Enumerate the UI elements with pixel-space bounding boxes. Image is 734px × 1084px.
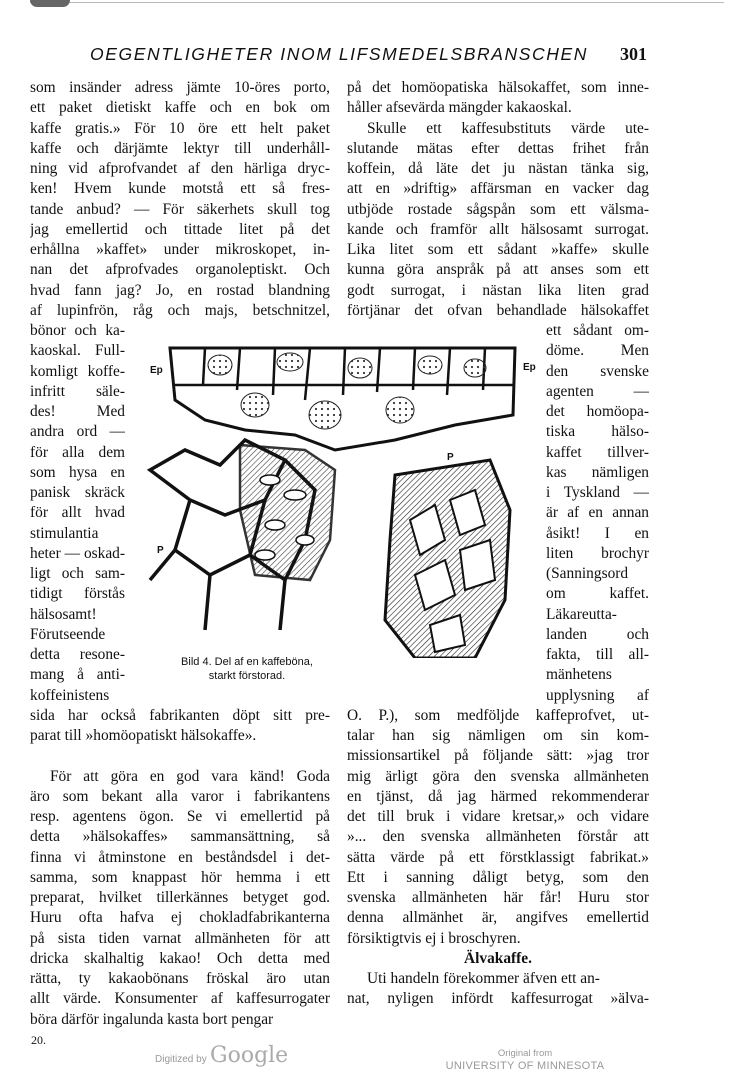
top-rule bbox=[30, 2, 724, 3]
text-line: fakta, till all- bbox=[546, 646, 649, 663]
text-line: Skulle ett kaffesubstituts värde ute- bbox=[367, 119, 649, 137]
original-from-label: Original from bbox=[497, 1048, 553, 1059]
text-line: nat, nyligen infördt kaffesurrogat »älva- bbox=[347, 990, 649, 1008]
text-line: ning vid afprofvandet af den härliga dryc- bbox=[30, 160, 330, 177]
digitized-by: Digitized by bbox=[155, 1054, 207, 1065]
text-line: Huru ofta hafva ej chokladfabrikanterna bbox=[30, 909, 330, 927]
text-line bbox=[30, 746, 330, 766]
text-line: döme. Men bbox=[546, 342, 649, 360]
text-line: mig ärligt göra den svenska allmänheten bbox=[347, 767, 649, 785]
label-ep-right: Ep bbox=[523, 362, 536, 373]
text-line: jag emellertid och tittade litet på det bbox=[30, 220, 330, 238]
text-line: tidigt förstås bbox=[30, 585, 125, 603]
figure-caption bbox=[147, 655, 347, 683]
label-ep-left: Ep bbox=[150, 365, 163, 376]
text-line: af lupinfrön, råg och majs, betschnitzel, bbox=[30, 301, 330, 319]
text-line: tande anbud? — För säkerhets skull tog bbox=[30, 200, 330, 218]
text-line: nan det afprofvades organoleptiskt. Och bbox=[30, 261, 330, 279]
text-line: för alla dem bbox=[30, 443, 125, 461]
text-line: hvad fann jag? Jo, en rostad blandning bbox=[30, 281, 330, 299]
text-line: svenska allmänheten här får! Huru stor bbox=[347, 889, 649, 906]
text-line: missionsartikel på följande sätt: »jag tror bbox=[347, 747, 649, 765]
scan-mark bbox=[30, 0, 70, 7]
text-line: åsikt! I en bbox=[546, 524, 649, 542]
text-line: kaffet tillver- bbox=[546, 443, 649, 461]
text-line: mänhetens bbox=[546, 666, 612, 684]
text-line: parat till »homöopatiskt hälsokaffe». bbox=[30, 727, 257, 744]
text-line: som hysa en bbox=[30, 463, 125, 481]
text-line: (Sanningsord bbox=[546, 565, 629, 582]
text-line: panisk skräck bbox=[30, 484, 125, 501]
text-line: godt surrogat, i nästan lika liten grad bbox=[347, 281, 649, 299]
text-line: infritt säle- bbox=[30, 382, 125, 400]
text-line: kaoskal. Full- bbox=[30, 342, 125, 360]
text-line: koffeinistens bbox=[30, 686, 110, 704]
text-line: utbjöde rostade sågspån som ett välsma- bbox=[347, 200, 649, 218]
text-line: komligt koffe- bbox=[30, 362, 125, 380]
text-line: finna vi åtminstone en beståndsdel i det- bbox=[30, 848, 330, 866]
text-line: dricka skalhaltig kakao! Och detta med bbox=[30, 949, 330, 967]
text-line: hälsosamt! bbox=[30, 605, 97, 623]
text-line: kunna göra anspråk på att anses som ett bbox=[347, 261, 649, 279]
institution-name: UNIVERSITY OF MINNESOTA bbox=[445, 1060, 605, 1072]
text-line: kaffe gratis.» För 10 öre ett helt paket bbox=[30, 119, 330, 137]
text-line: mang å anti- bbox=[30, 666, 125, 684]
text-line: upplysning af bbox=[546, 686, 649, 704]
page-number: 301 bbox=[620, 44, 647, 64]
text-line: det homöopa- bbox=[546, 403, 649, 420]
text-line: detta resone- bbox=[30, 646, 125, 663]
text-line: koffein, då läte det ju nästan tänka sig, bbox=[347, 160, 649, 177]
text-line: liten brochyr bbox=[546, 544, 649, 562]
text-line: rätta, ty kakaobönans fröskal äro utan bbox=[30, 970, 330, 987]
text-line: talar han sig nämligen om sin kom- bbox=[347, 727, 649, 744]
text-line: försiktigtvis ej i broschyren. bbox=[347, 929, 521, 947]
text-line: ett sådant om- bbox=[546, 322, 649, 339]
text-line: i Tyskland — bbox=[546, 484, 649, 501]
google-logo: Google bbox=[210, 1043, 289, 1068]
text-line: ken! Hvem kunde motstå ett så fres- bbox=[30, 180, 330, 198]
text-line: des! Med bbox=[30, 403, 125, 420]
text-line: tiska hälso- bbox=[546, 423, 649, 441]
text-line: på sista tiden varnat allmänheten för att bbox=[30, 929, 330, 947]
text-line: Ett i sanning dåligt betyg, som den bbox=[347, 868, 649, 886]
signature-mark: 20. bbox=[31, 1033, 46, 1047]
text-line: om kaffet. bbox=[546, 585, 649, 603]
text-line: detta »hälsokaffes» sammansättning, så bbox=[30, 828, 330, 846]
text-line: O. P.), som medföljde kaffeprofvet, ut- bbox=[347, 706, 649, 724]
text-line: ett paket dietiskt kaffe och en bok om bbox=[30, 99, 330, 117]
text-line: på det homöopatiska hälsokaffet, som inne- bbox=[347, 79, 649, 96]
text-line: För att göra en god vara känd! Goda bbox=[50, 767, 330, 785]
text-line: det till bruk i vidare kretsar,» och vidare bbox=[347, 808, 649, 825]
caption-line-2: starkt förstorad. bbox=[208, 670, 286, 682]
text-line: kande och framför allt hälsosamt surrogat. bbox=[347, 220, 649, 238]
label-p-top: P bbox=[447, 452, 454, 463]
text-line: Uti handeln förekommer äfven ett an- bbox=[367, 970, 600, 987]
text-line: resp. agentens ögon. Se vi emellertid på bbox=[30, 808, 330, 825]
text-line: stimulantia bbox=[30, 524, 99, 542]
text-line: bönor och ka- bbox=[30, 322, 125, 339]
text-line: kaffe och därjämte lektyr till underhåll- bbox=[30, 139, 330, 157]
text-line: äro som bekant alla varor i fabrikantens bbox=[30, 787, 330, 805]
text-line: böra därför ingalunda kasta bort pengar bbox=[30, 1010, 274, 1028]
text-line: »... den svenska allmänheten förstår att bbox=[347, 828, 649, 846]
text-line: för allt hvad bbox=[30, 504, 125, 522]
text-line: andra ord — bbox=[30, 423, 125, 441]
text-line: att en »driftig» affärsman en vacker dag bbox=[347, 180, 649, 198]
text-line: Älvakaffe. bbox=[464, 949, 532, 967]
text-line: ligt och sam- bbox=[30, 565, 125, 582]
text-line: förtjänar det ofvan behandlade hälsokaffet bbox=[347, 301, 649, 319]
text-line: som insänder adress jämte 10-öres porto, bbox=[30, 79, 330, 96]
text-line: Förutseende bbox=[30, 625, 106, 643]
caption-line-1: Bild 4. Del af en kaffeböna, bbox=[181, 656, 313, 668]
text-line: samma, som knappast hör hemma i ett bbox=[30, 868, 330, 886]
text-line: sida har också fabrikanten döpt sitt pre- bbox=[30, 706, 330, 724]
text-line: håller afsevärda mängder kakaoskal. bbox=[347, 99, 572, 117]
text-line: allt värde. Konsumenter af kaffesurrogater bbox=[30, 990, 330, 1008]
text-line: Läkareutta- bbox=[546, 605, 617, 623]
text-line: denna allmänhet är, angifves emellertid bbox=[347, 909, 649, 927]
text-line: Lika litet som ett sådant »kaffe» skulle bbox=[347, 241, 649, 258]
text-line: den svenske bbox=[546, 362, 649, 380]
original-from bbox=[445, 1048, 605, 1072]
text-line: sätta värde på ett förstklassigt fabrikat.» bbox=[347, 848, 649, 866]
text-line: erhållna »kaffet» under mikroskopet, in- bbox=[30, 241, 330, 258]
text-line: heter — oskad- bbox=[30, 544, 125, 562]
text-line: är af en annan bbox=[546, 504, 649, 522]
running-title: OEGENTLIGHETER INOM LIFSMEDELSBRANSCHEN bbox=[90, 44, 589, 64]
text-line: slutande mätas efter dettas frihet från bbox=[347, 139, 649, 157]
text-line: en tjänst, då jag härmed rekommenderar bbox=[347, 787, 649, 805]
label-p-left: P bbox=[157, 545, 164, 556]
text-line: preparat, hvilket tillerkännes betyget god. bbox=[30, 889, 330, 906]
coffee-bean-micrograph bbox=[145, 340, 525, 658]
text-line: landen och bbox=[546, 625, 649, 643]
text-line: kas nämligen bbox=[546, 463, 649, 481]
text-line: agenten — bbox=[546, 382, 649, 400]
